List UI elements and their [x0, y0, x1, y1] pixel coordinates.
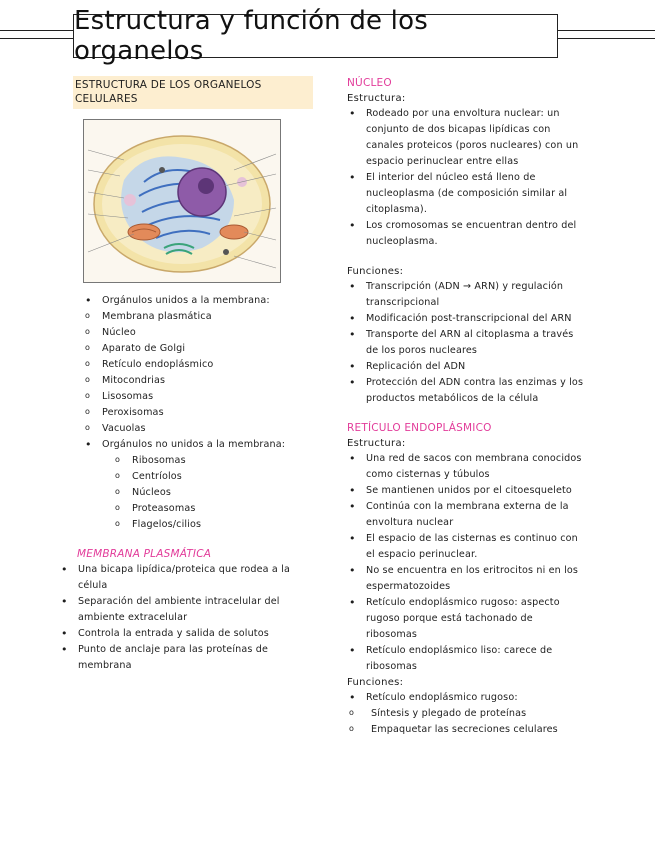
list-item: o Membrana plasmática	[83, 309, 313, 325]
list-item: o Mitocondrias	[83, 373, 313, 389]
title-rule-left-bottom	[0, 38, 73, 39]
list-item: • Orgánulos unidos a la membrana:	[83, 293, 313, 309]
membrane-bound-list	[73, 293, 313, 309]
section-heading-reticulo: RETÍCULO ENDOPLÁSMICO	[347, 422, 492, 434]
title-box	[73, 6, 558, 66]
title-rule-right-top	[558, 30, 655, 31]
list-item: • No se encuentra en los eritrocitos ni en los espermatozoides	[347, 563, 587, 595]
page-title: Estructura y función de los organelos	[74, 6, 428, 66]
list-item: • Continúa con la membrana externa de la envoltura nuclear	[347, 499, 587, 531]
list-item: o Proteasomas	[113, 501, 313, 517]
list-item: o Retículo endoplásmico	[83, 357, 313, 373]
list-item: • Transporte del ARN al citoplasma a través de los poros nucleares	[347, 327, 587, 359]
subheading-funciones: Funciones:	[347, 266, 404, 277]
list-item: o Núcleos	[113, 485, 313, 501]
list-item: o Empaquetar las secreciones celulares	[347, 722, 587, 738]
list-item: o Flagelos/cilios	[113, 517, 313, 533]
list-item: • Una bicapa lipídica/proteica que rodea a la célula	[59, 562, 313, 594]
right-column	[347, 76, 587, 738]
list-item: • Los cromosomas se encuentran dentro del nucleoplasma.	[347, 218, 587, 250]
nucleo-estructura-list	[347, 106, 587, 250]
list-item: • Se mantienen unidos por el citoesqueleto	[347, 483, 587, 499]
animal-cell-diagram-icon	[83, 119, 281, 283]
list-item: • Separación del ambiente intracelular del ambiente extracelular	[59, 594, 313, 626]
list-item: • Punto de anclaje para las proteínas de membrana	[59, 642, 313, 674]
list-item: • Una red de sacos con membrana conocidos como cisternas y túbulos	[347, 451, 587, 483]
list-item: • El interior del núcleo está lleno de nucleoplasma (de composición similar al citoplasma).	[347, 170, 587, 218]
list-item: • Protección del ADN contra las enzimas y los productos metabólicos de la célula	[347, 375, 587, 407]
list-item: o Peroxisomas	[83, 405, 313, 421]
subheading-estructura: Estructura:	[347, 93, 406, 104]
list-item: o Núcleo	[83, 325, 313, 341]
left-column	[73, 76, 313, 674]
title-rule-left-top	[0, 30, 73, 31]
membrana-list	[59, 562, 313, 674]
list-item: • Retículo endoplásmico rugoso: aspecto rugoso porque está tachonado de ribosomas	[347, 595, 587, 643]
list-item: o Aparato de Golgi	[83, 341, 313, 357]
non-membrane-sublist	[73, 453, 313, 533]
list-item: o Vacuolas	[83, 421, 313, 437]
list-item: o Centríolos	[113, 469, 313, 485]
nucleo-funciones-list	[347, 279, 587, 407]
title-banner	[0, 6, 655, 66]
list-item: • Orgánulos no unidos a la membrana:	[83, 437, 313, 453]
non-membrane-list	[73, 437, 313, 453]
list-item: • El espacio de las cisternas es continuo con el espacio perinuclear.	[347, 531, 587, 563]
list-item: • Rodeado por una envoltura nuclear: un conjunto de dos bicapas lipídicas con canales proteicos (poros nucleares) con un espacio perinuclear entre ellas	[347, 106, 587, 170]
list-item: o Ribosomas	[113, 453, 313, 469]
section-heading-membrana: MEMBRANA PLASMÁTICA	[77, 548, 212, 560]
list-item: • Modificación post-transcripcional del ARN	[347, 311, 587, 327]
reticulo-funciones-list	[347, 690, 587, 738]
subheading-estructura: Estructura:	[347, 438, 406, 449]
list-item: • Replicación del ADN	[347, 359, 587, 375]
section-heading-estructura: ESTRUCTURA DE LOS ORGANELOS CELULARES	[73, 76, 313, 109]
reticulo-estructura-list	[347, 451, 587, 675]
list-item: • Transcripción (ADN → ARN) y regulación transcripcional	[347, 279, 587, 311]
list-item: • Controla la entrada y salida de solutos	[59, 626, 313, 642]
list-item: • Retículo endoplásmico liso: carece de ribosomas	[347, 643, 587, 675]
subheading-funciones: Funciones:	[347, 677, 404, 688]
list-item: • Retículo endoplásmico rugoso:	[347, 690, 587, 706]
list-item: o Lisosomas	[83, 389, 313, 405]
list-item: o Síntesis y plegado de proteínas	[347, 706, 587, 722]
title-rule-right-bottom	[558, 38, 655, 39]
membrane-bound-sublist	[73, 309, 313, 437]
section-heading-nucleo: NÚCLEO	[347, 77, 392, 89]
